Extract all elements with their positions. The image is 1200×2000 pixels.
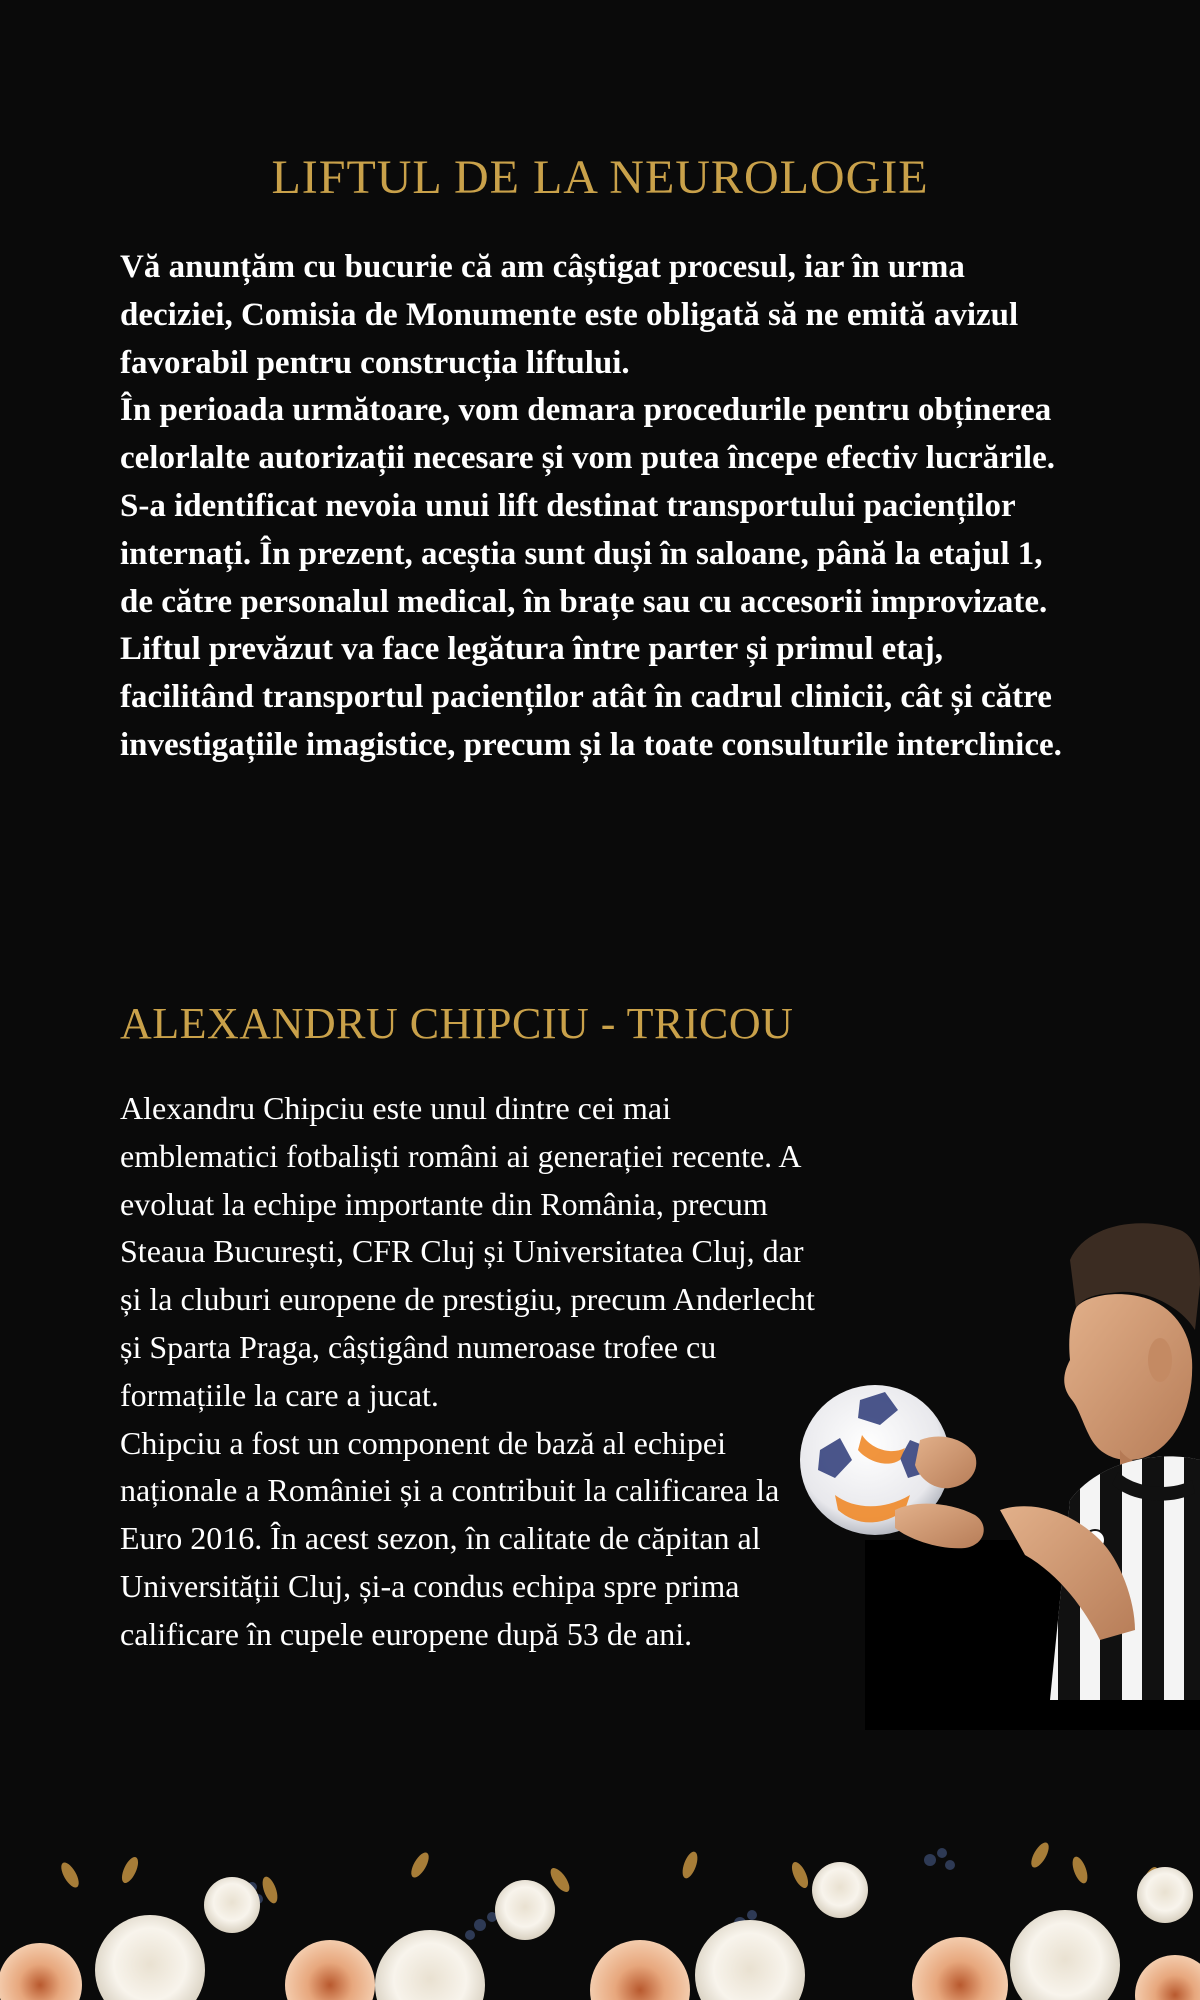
chipciu-section-body — [120, 1085, 820, 1659]
lift-paragraph-1: Vă anunțăm cu bucurie că am câștigat procesul, iar în urma deciziei, Comisia de Monumente este obligată să ne emită avizul favorabil pentru construcția liftului. — [120, 249, 1019, 381]
player-photo — [800, 1210, 1200, 1730]
lift-paragraph-2: În perioada următoare, vom demara procedurile pentru obținerea celorlalte autorizații necesare și vom putea începe efectiv lucrările. — [120, 392, 1055, 477]
lift-section-body — [120, 244, 1080, 770]
chipciu-paragraph-1: Alexandru Chipciu este unul dintre cei mai emblematici fotbaliști români ai generației recente. A evoluat la echipe importante din România, precum Steaua București, CFR Cluj și Universitatea Cluj, dar și la cluburi europene de prestigiu, precum Anderlecht și Sparta Praga, câștigând numeroase trofee cu formațiile la care a jucat. — [120, 1090, 815, 1413]
lift-section-title: LIFTUL DE LA NEUROLOGIE — [271, 151, 929, 204]
chipciu-section-title: ALEXANDRU CHIPCIU - TRICOU — [120, 999, 794, 1048]
flower-border — [0, 1835, 1200, 2000]
lift-paragraph-3: S-a identificat nevoia unui lift destinat transportului pacienților internați. În prezent, aceștia sunt duși în saloane, până la etajul 1, de către personalul medical, în brațe sau cu accesorii improvizate. Liftul prevăzut va face legătura între parter și primul etaj, facilitând transportul pacienților atât în cadrul clinicii, cât și către investigațiile imagistice, precum și la toate consulturile interclinice. — [120, 487, 1062, 763]
chipciu-paragraph-2: Chipciu a fost un component de bază al echipei naționale a României și a contribuit la calificarea la Euro 2016. În acest sezon, în calitate de căpitan al Universității Cluj, și-a condus echipa spre prima calificare în cupele europene după 53 de ani. — [120, 1424, 780, 1652]
